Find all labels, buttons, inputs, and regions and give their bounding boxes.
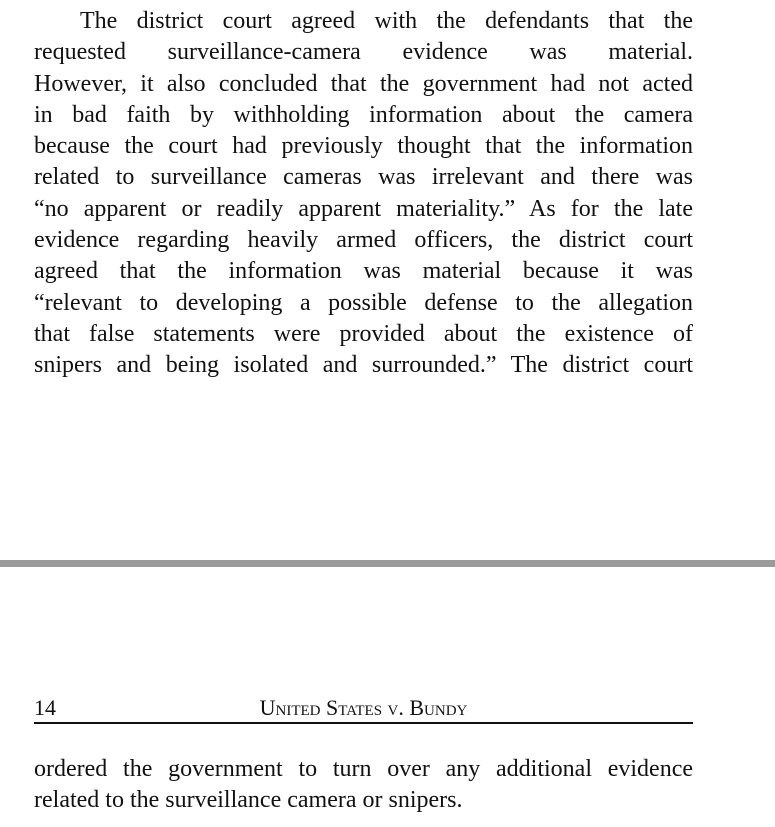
page-number: 14 [34, 695, 56, 720]
paragraph-line: evidence regarding heavily armed officers, the district court [34, 227, 693, 254]
paragraph-line: ordered the government to turn over any additional evidence [34, 756, 693, 782]
paragraph-line: related to surveillance cameras was irrelevant and there was [34, 164, 693, 191]
paragraph-line: related to the surveillance camera or snipers. [34, 787, 463, 814]
running-header [34, 696, 693, 722]
paragraph-line: agreed that the information was material because it was [34, 258, 693, 285]
paragraph-line: that false statements were provided about the existence of [34, 320, 693, 347]
paragraph-line: The district court agreed with the defendants that the [80, 8, 693, 34]
paragraph-line: in bad faith by withholding information about the camera [34, 101, 693, 128]
continued-paragraph [34, 754, 693, 817]
paragraph-line: “no apparent or readily apparent materiality.” As for the late [34, 195, 693, 222]
header-rule [34, 722, 693, 724]
paragraph-line: because the court had previously thought that the information [34, 133, 693, 160]
paragraph-line: However, it also concluded that the government had not acted [34, 70, 693, 97]
body-paragraph [34, 6, 693, 382]
page-separator [0, 560, 775, 567]
paragraph-line: “relevant to developing a possible defense to the allegation [34, 289, 693, 316]
running-title: United States v. Bundy [259, 695, 468, 720]
paragraph-line: requested surveillance-camera evidence was material. [34, 39, 693, 66]
paragraph-line: snipers and being isolated and surrounded.” The district court [34, 352, 693, 379]
